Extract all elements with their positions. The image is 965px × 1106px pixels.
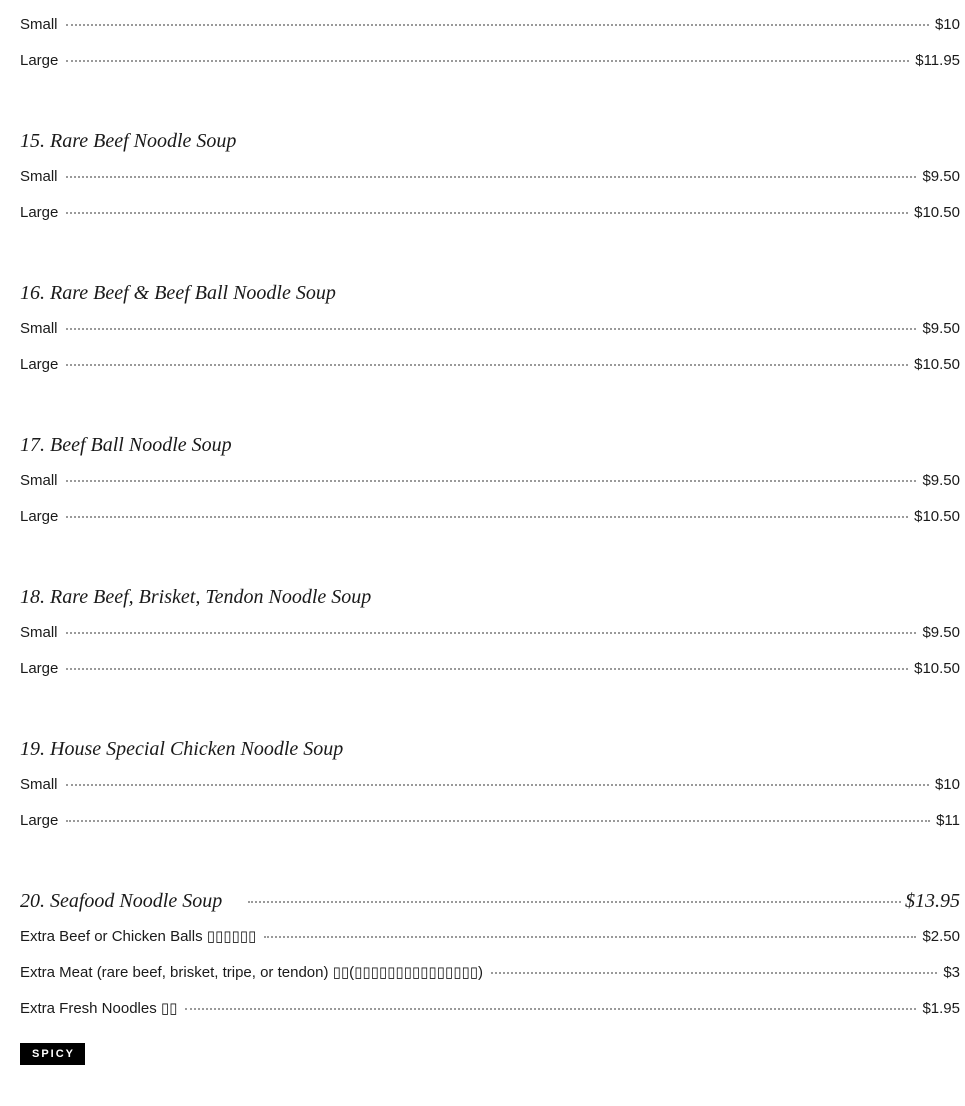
size-row-large [20,803,960,839]
dot-leader [66,60,909,62]
extra-price: $3 [943,964,960,981]
dot-leader [264,936,916,938]
dot-leader [66,212,908,214]
extra-row [20,991,960,1027]
item-title: 15. Rare Beef Noodle Soup [20,130,237,152]
spicy-badge: SPICY [20,1043,85,1065]
menu-list [20,0,960,1065]
size-row-large [20,43,960,79]
item-title: 20. Seafood Noodle Soup [20,890,223,912]
extra-label: Extra Meat (rare beef, brisket, tripe, or tendon) ▯▯(▯▯▯▯▯▯▯▯▯▯▯▯▯▯▯) [20,964,483,981]
size-label: Large [20,812,59,829]
size-row-small [20,463,960,499]
dot-leader [66,364,908,366]
size-price: $11.95 [915,52,960,69]
size-row-large [20,347,960,383]
extra-label: Extra Beef or Chicken Balls ▯▯▯▯▯▯ [20,928,257,945]
size-price: $9.50 [922,320,960,337]
extra-price: $2.50 [922,928,960,945]
size-label: Large [20,508,59,525]
size-label: Small [20,320,58,337]
item-title: 16. Rare Beef & Beef Ball Noodle Soup [20,282,336,304]
dot-leader [66,668,908,670]
size-price: $10.50 [914,660,960,677]
dot-leader [185,1008,916,1010]
dot-leader [66,328,917,330]
size-row-small [20,767,960,803]
dot-leader [66,784,929,786]
dot-leader [66,176,917,178]
size-row-large [20,195,960,231]
dot-leader [66,480,917,482]
dot-leader [66,24,929,26]
size-row-small [20,615,960,651]
dot-leader [66,632,917,634]
size-row-small [20,311,960,347]
size-price: $11 [936,812,960,829]
size-label: Small [20,168,58,185]
size-price: $10.50 [914,204,960,221]
size-price: $9.50 [922,472,960,489]
size-price: $9.50 [922,624,960,641]
size-row-small [20,159,960,195]
extra-row [20,919,960,955]
size-label: Large [20,52,59,69]
size-row-large [20,499,960,535]
size-label: Large [20,204,59,221]
size-row-large [20,651,960,687]
dot-leader [491,972,937,974]
extra-label: Extra Fresh Noodles ▯▯ [20,1000,178,1017]
item-title: 19. House Special Chicken Noodle Soup [20,738,344,760]
size-label: Large [20,660,59,677]
dot-leader [248,901,901,903]
size-label: Small [20,472,58,489]
size-price: $10.50 [914,356,960,373]
size-price: $10 [934,776,960,793]
item-price: $13.95 [905,890,960,912]
size-price: $10 [934,16,960,33]
size-price: $9.50 [922,168,960,185]
item-title: 17. Beef Ball Noodle Soup [20,434,232,456]
size-label: Small [20,16,58,33]
size-price: $10.50 [914,508,960,525]
dot-leader [66,516,908,518]
extra-price: $1.95 [922,1000,960,1017]
item-title: 18. Rare Beef, Brisket, Tendon Noodle Soup [20,586,372,608]
dot-leader [66,820,930,822]
size-label: Large [20,356,59,373]
extra-row [20,955,960,991]
item-title-with-price [20,883,960,919]
size-label: Small [20,624,58,641]
size-label: Small [20,776,58,793]
size-row-small [20,7,960,43]
